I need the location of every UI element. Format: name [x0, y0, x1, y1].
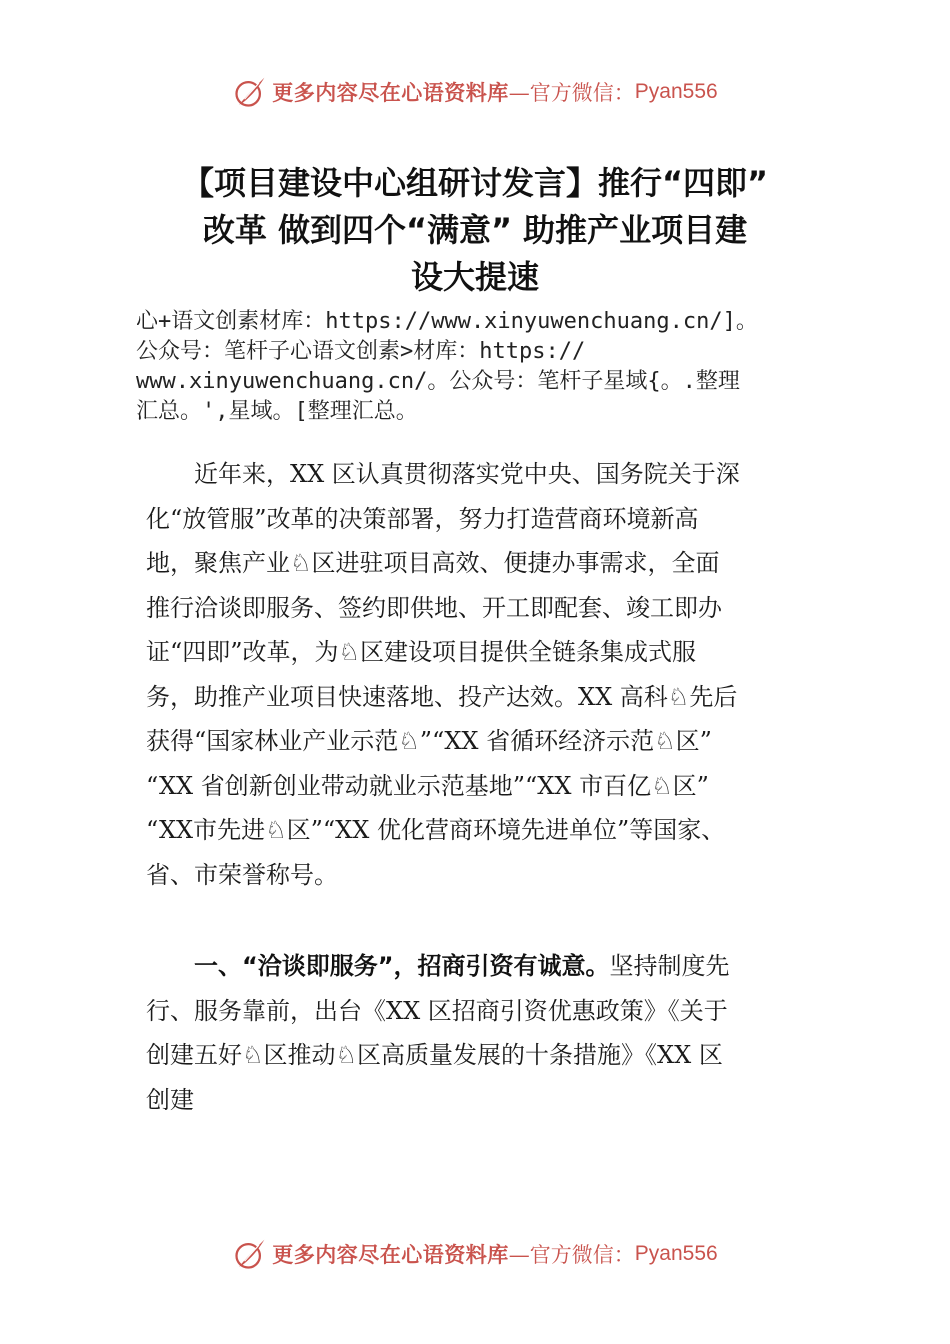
banner-dash: —官方微信：: [508, 1243, 635, 1267]
paragraph-line: 创建: [146, 1085, 194, 1114]
source-note: [136, 307, 836, 427]
paragraph-line: 推行洽谈即服务、签约即供地、开工即配套、竣工即办: [146, 593, 722, 622]
banner-text: 更多内容尽在心语资料库: [272, 80, 509, 105]
paragraph-first-line: [146, 944, 816, 989]
source-line: www.xinyuwenchuang.cn/。公众号：笔杆子星域{。.整理: [136, 369, 740, 394]
banner-wechat-id: Pyan556: [634, 1242, 718, 1265]
body-paragraph-intro: [146, 452, 816, 897]
body-paragraph-section-one: [146, 944, 816, 1122]
section-heading: 一、“洽谈即服务”，招商引资有诚意。: [194, 952, 610, 980]
paragraph-line: 化“放管服”改革的决策部署，努力打造营商环境新高: [146, 504, 699, 533]
banner-wechat-id: Pyan556: [634, 80, 718, 103]
paragraph-line: 获得“国家林业产业示范♘”“XX 省循环经济示范♘区”: [146, 727, 712, 755]
paragraph-line: “XX 省创新创业带动就业示范基地”“XX 市百亿♘区”: [146, 771, 709, 800]
banner-dash: —官方微信：: [508, 81, 635, 105]
banner-text: 更多内容尽在心语资料库: [272, 1242, 509, 1267]
paragraph-line: 创建五好♘区推动♘区高质量发展的十条措施》《XX 区: [146, 1041, 723, 1069]
title-line: 改革 做到四个“满意” 助推产业项目建: [202, 211, 748, 249]
title-line: 设大提速: [410, 258, 539, 296]
source-line: 公众号：笔杆子心语文创素>材库：https://: [136, 339, 586, 364]
paragraph-line: 务，助推产业项目快速落地、投产达效。XX 高科♘先后: [146, 682, 738, 711]
source-line: 心+语文创素材库：https://www.xinyuwenchuang.cn/]。: [136, 309, 758, 334]
paragraph-line: “XX市先进♘区”“XX 优化营商环境先进单位”等国家、: [146, 816, 726, 844]
section-first-line-text: 坚持制度先: [609, 952, 730, 980]
paragraph-line: 省、市荣誉称号。: [146, 860, 338, 889]
feather-quill-logo-icon: [232, 1236, 268, 1272]
paragraph-line: 近年来，XX 区认真贯彻落实党中央、国务院关于深: [194, 460, 740, 488]
paragraph-line: 行、服务靠前，出台《XX 区招商引资优惠政策》《关于: [146, 996, 728, 1025]
document-title: [100, 160, 850, 301]
paragraph-line: 证“四即”改革，为♘区建设项目提供全链条集成式服: [146, 638, 697, 666]
header-banner: [0, 72, 950, 112]
source-line: 汇总。',星域。[整理汇总。: [136, 399, 418, 424]
footer-banner: [0, 1234, 950, 1274]
feather-quill-logo-icon: [232, 74, 268, 110]
title-line: 【项目建设中心组研讨发言】推行“四即”: [181, 164, 769, 202]
paragraph-line: 地，聚焦产业♘区进驻项目高效、便捷办事需求，全面: [146, 549, 720, 577]
